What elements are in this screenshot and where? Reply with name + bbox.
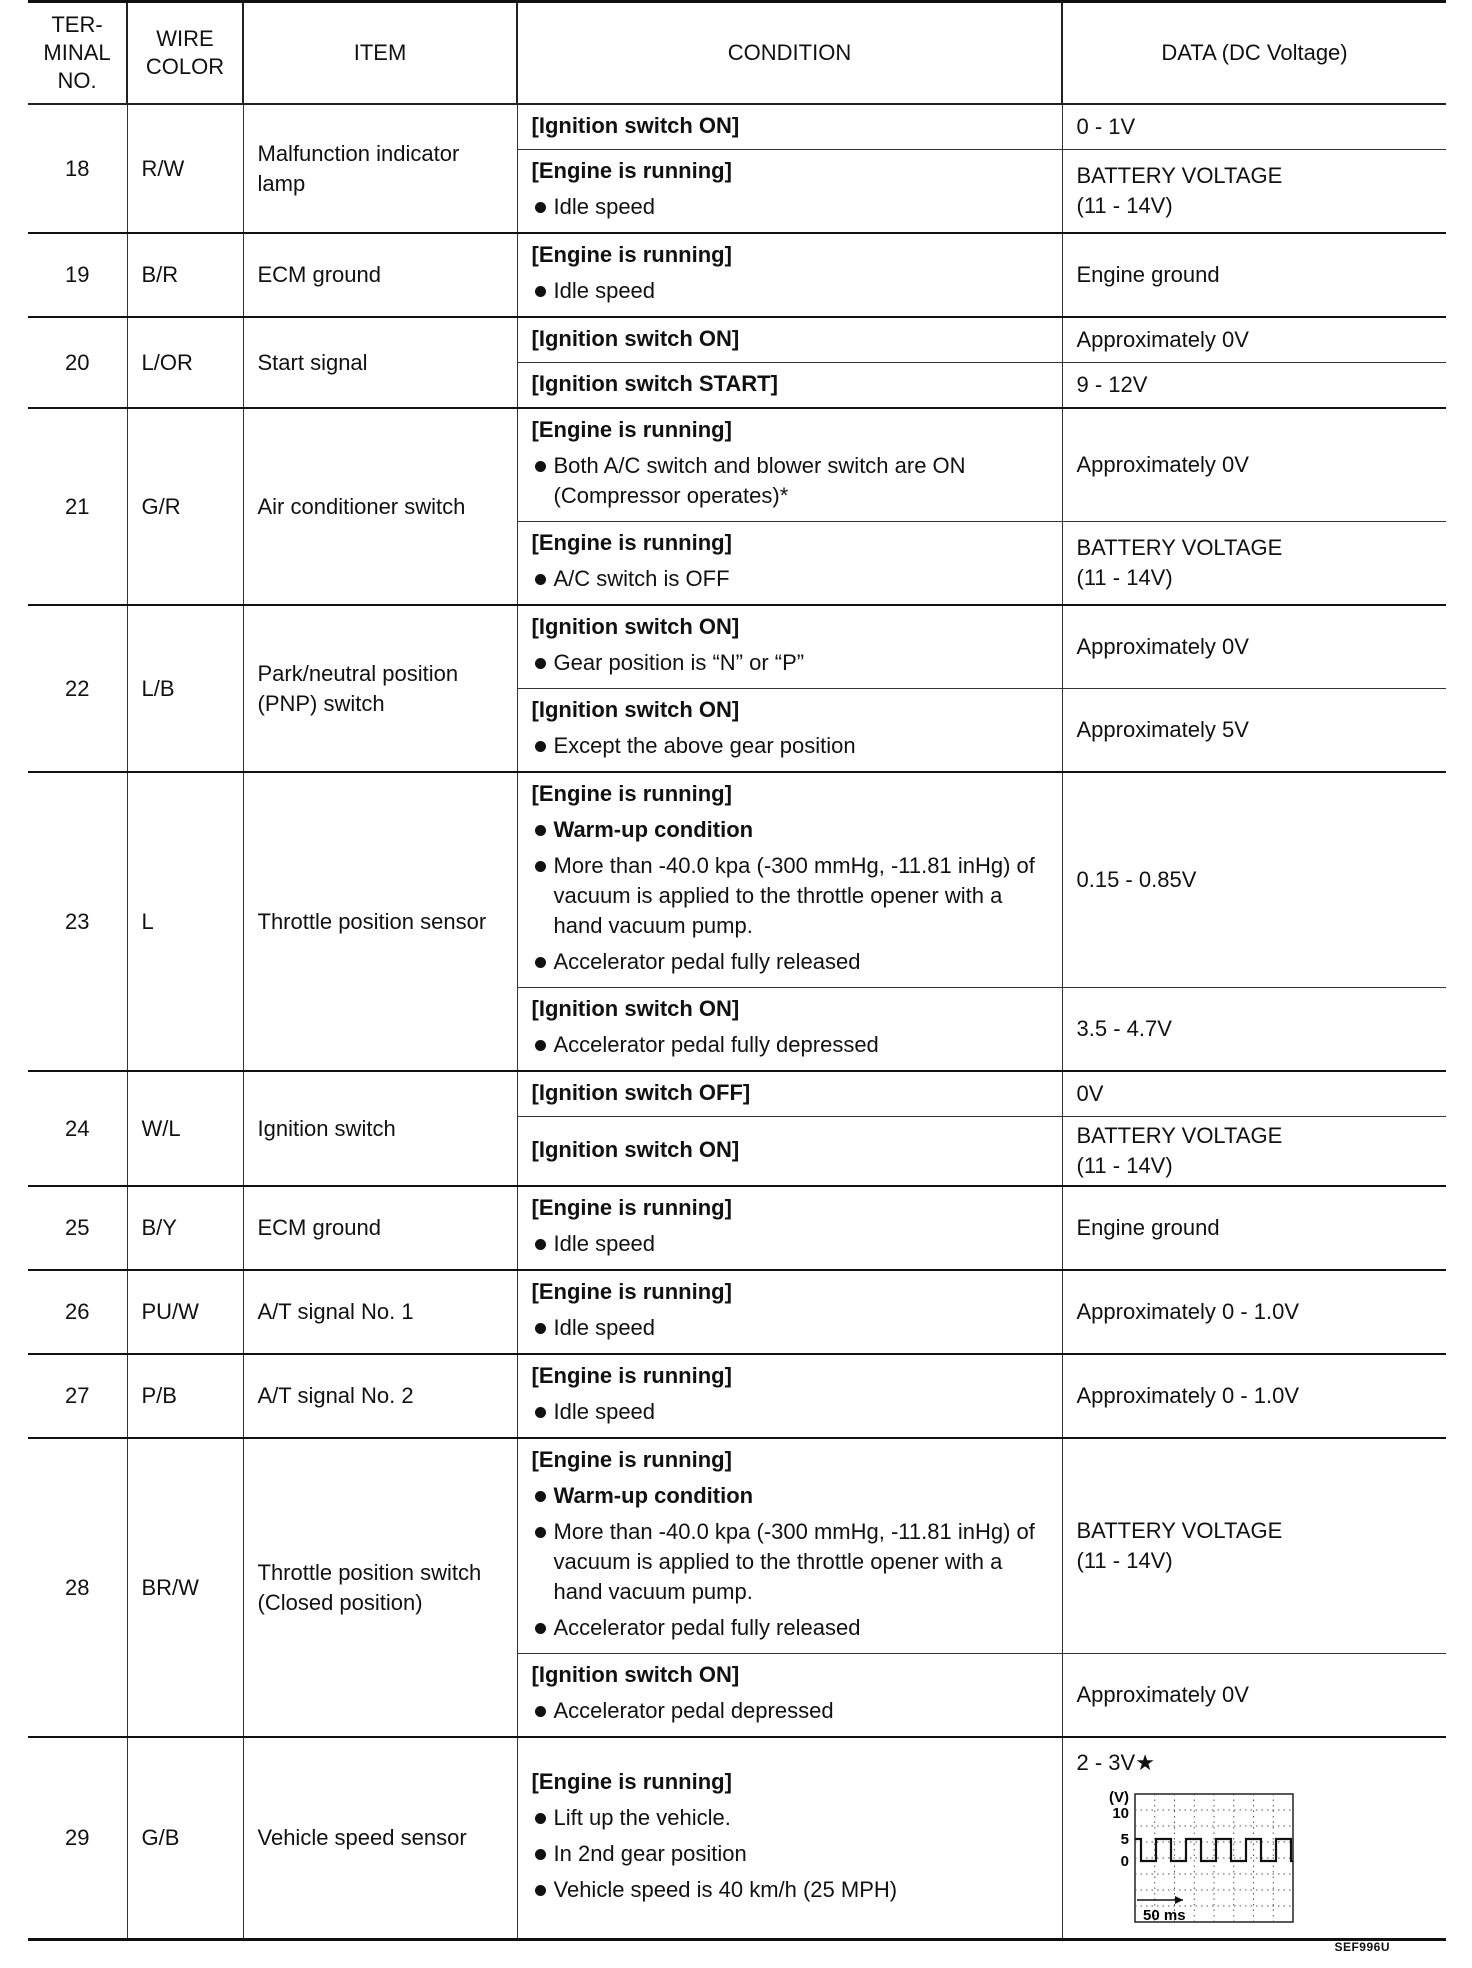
condition-heading: [Engine is running] [531, 530, 732, 555]
condition-cell [517, 522, 1062, 606]
condition-bullet-list [532, 1696, 1052, 1726]
data-voltage-cell [1062, 1186, 1446, 1270]
table-row [28, 1354, 1446, 1438]
oscilloscope-waveform [1085, 1784, 1305, 1934]
condition-bullet: Idle speed [532, 1397, 1052, 1427]
condition-bullet: More than -40.0 kpa (-300 mmHg, -11.81 inHg) of vacuum is applied to the throttle opener with a hand vacuum pump. [532, 851, 1052, 941]
wire-color: W/L [127, 1071, 243, 1186]
item-name: Ignition switch [243, 1071, 517, 1186]
wire-color: L/B [127, 605, 243, 772]
condition-bullet: More than -40.0 kpa (-300 mmHg, -11.81 inHg) of vacuum is applied to the throttle opener with a hand vacuum pump. [532, 1517, 1052, 1607]
item-name: ECM ground [243, 233, 517, 317]
terminal-number: 23 [28, 772, 127, 1071]
condition-heading: [Ignition switch ON] [531, 996, 740, 1021]
condition-bullet: Idle speed [532, 1313, 1052, 1343]
condition-bullet: Accelerator pedal depressed [532, 1696, 1052, 1726]
condition-bullet-list [532, 1229, 1052, 1259]
condition-heading: [Ignition switch ON] [531, 1662, 740, 1687]
data-voltage-cell [1062, 1438, 1446, 1654]
item-name: Air conditioner switch [243, 408, 517, 605]
header-data: DATA (DC Voltage) [1062, 2, 1446, 105]
condition-bullet: Warm-up condition [532, 1481, 1052, 1511]
data-voltage-value: 9 - 12V [1076, 372, 1148, 397]
data-voltage-cell [1062, 522, 1446, 606]
data-voltage-value: 3.5 - 4.7V [1076, 1016, 1172, 1041]
data-voltage-value: Approximately 0V [1076, 327, 1249, 352]
wire-color: G/R [127, 408, 243, 605]
wire-color: B/R [127, 233, 243, 317]
data-voltage-cell [1062, 104, 1446, 150]
table-row [28, 408, 1446, 522]
table-row [28, 1737, 1446, 1940]
condition-bullet: A/C switch is OFF [532, 564, 1052, 594]
data-voltage-cell [1062, 363, 1446, 409]
table-row [28, 317, 1446, 363]
data-voltage-value: 2 - 3V★ [1076, 1750, 1155, 1775]
condition-heading: [Engine is running] [531, 1363, 732, 1388]
data-voltage-cell [1062, 1270, 1446, 1354]
condition-heading: [Ignition switch ON] [531, 113, 740, 138]
condition-heading: [Engine is running] [531, 781, 732, 806]
condition-cell [517, 233, 1062, 317]
data-voltage-value: BATTERY VOLTAGE [1076, 1518, 1283, 1543]
data-voltage-cell [1062, 1071, 1446, 1117]
condition-bullet: Both A/C switch and blower switch are ON (Compressor operates)* [532, 451, 1052, 511]
item-name: A/T signal No. 1 [243, 1270, 517, 1354]
data-voltage-value: Approximately 0V [1076, 452, 1249, 477]
terminal-number: 29 [28, 1737, 127, 1940]
condition-cell [517, 1186, 1062, 1270]
condition-bullet-list [532, 731, 1052, 761]
condition-cell [517, 1071, 1062, 1117]
condition-heading: [Ignition switch ON] [531, 326, 740, 351]
table-row [28, 1438, 1446, 1654]
condition-bullet-list [532, 1313, 1052, 1343]
table-row [28, 1270, 1446, 1354]
data-voltage-value: (11 - 14V) [1076, 565, 1173, 590]
condition-heading: [Engine is running] [531, 1769, 732, 1794]
data-voltage-cell [1062, 317, 1446, 363]
item-name: Vehicle speed sensor [243, 1737, 517, 1940]
condition-cell [517, 988, 1062, 1072]
data-voltage-value: BATTERY VOLTAGE [1076, 163, 1283, 188]
condition-bullet: Idle speed [532, 192, 1052, 222]
data-voltage-value: (11 - 14V) [1076, 193, 1173, 218]
condition-bullet: Idle speed [532, 1229, 1052, 1259]
data-voltage-value: BATTERY VOLTAGE [1076, 535, 1283, 560]
wire-color: P/B [127, 1354, 243, 1438]
condition-bullet-list [532, 1803, 1052, 1905]
data-voltage-cell [1062, 1117, 1446, 1187]
condition-bullet: Idle speed [532, 276, 1052, 306]
item-name: Throttle position sensor [243, 772, 517, 1071]
data-voltage-value: 0.15 - 0.85V [1076, 867, 1197, 892]
wire-color: L [127, 772, 243, 1071]
terminal-number: 18 [28, 104, 127, 233]
table-row [28, 772, 1446, 988]
terminal-number: 28 [28, 1438, 127, 1737]
terminal-number: 27 [28, 1354, 127, 1438]
condition-heading: [Engine is running] [531, 417, 732, 442]
header-wire-color [127, 2, 243, 105]
data-voltage-cell [1062, 1737, 1446, 1940]
table-row [28, 1071, 1446, 1117]
data-voltage-value: Engine ground [1076, 262, 1220, 287]
condition-heading: [Ignition switch OFF] [531, 1080, 751, 1105]
condition-cell [517, 1737, 1062, 1940]
condition-bullet: Accelerator pedal fully released [532, 947, 1052, 977]
condition-cell [517, 1438, 1062, 1654]
table-body [28, 104, 1446, 1940]
condition-bullet: Lift up the vehicle. [532, 1803, 1052, 1833]
data-voltage-value: Approximately 0V [1076, 1682, 1249, 1707]
scope-y-tick-label: 10 [1111, 1805, 1129, 1822]
condition-cell [517, 1117, 1062, 1187]
condition-bullet: Accelerator pedal fully depressed [532, 1030, 1052, 1060]
terminal-data-sheet [28, 0, 1446, 1954]
header-terminal-label: TER- MINAL NO. [43, 12, 111, 93]
condition-bullet-list [532, 1030, 1052, 1060]
condition-cell [517, 1270, 1062, 1354]
condition-bullet-list [532, 451, 1052, 511]
item-name: Park/neutral position (PNP) switch [243, 605, 517, 772]
condition-cell [517, 408, 1062, 522]
condition-cell [517, 689, 1062, 773]
terminal-number: 19 [28, 233, 127, 317]
wire-color: BR/W [127, 1438, 243, 1737]
condition-bullet-list [532, 564, 1052, 594]
data-voltage-value: BATTERY VOLTAGE [1076, 1123, 1283, 1148]
condition-cell [517, 317, 1062, 363]
condition-bullet-list [532, 192, 1052, 222]
terminal-number: 22 [28, 605, 127, 772]
data-voltage-cell [1062, 605, 1446, 689]
condition-bullet: Warm-up condition [532, 815, 1052, 845]
data-voltage-value: Approximately 0 - 1.0V [1076, 1299, 1300, 1324]
table-row [28, 1186, 1446, 1270]
condition-heading: [Ignition switch START] [531, 371, 778, 396]
condition-heading: [Engine is running] [531, 242, 732, 267]
terminal-number: 26 [28, 1270, 127, 1354]
condition-heading: [Engine is running] [531, 158, 732, 183]
condition-bullet-list [532, 276, 1052, 306]
condition-cell [517, 1354, 1062, 1438]
condition-heading: [Ignition switch ON] [531, 614, 740, 639]
data-voltage-value: 0V [1076, 1081, 1104, 1106]
header-item: ITEM [243, 2, 517, 105]
wire-color: L/OR [127, 317, 243, 408]
condition-cell [517, 104, 1062, 150]
item-name: Start signal [243, 317, 517, 408]
data-voltage-cell [1062, 772, 1446, 988]
data-voltage-value: 0 - 1V [1076, 114, 1136, 139]
data-voltage-value: (11 - 14V) [1076, 1548, 1173, 1573]
data-voltage-value: (11 - 14V) [1076, 1153, 1173, 1178]
data-voltage-cell [1062, 689, 1446, 773]
condition-bullet: Vehicle speed is 40 km/h (25 MPH) [532, 1875, 1052, 1905]
condition-cell [517, 1654, 1062, 1738]
terminal-number: 21 [28, 408, 127, 605]
scope-time-arrowhead [1175, 1896, 1183, 1904]
condition-bullet-list [532, 1397, 1052, 1427]
item-name: Throttle position switch (Closed position) [243, 1438, 517, 1737]
terminal-number: 24 [28, 1071, 127, 1186]
wire-color: R/W [127, 104, 243, 233]
condition-heading: [Engine is running] [531, 1279, 732, 1304]
header-condition: CONDITION [517, 2, 1062, 105]
data-voltage-value: Approximately 0V [1076, 634, 1249, 659]
data-voltage-cell [1062, 150, 1446, 234]
wire-color: G/B [127, 1737, 243, 1940]
condition-bullet: Except the above gear position [532, 731, 1052, 761]
header-terminal-no [28, 2, 127, 105]
item-name: ECM ground [243, 1186, 517, 1270]
condition-bullet: Gear position is “N” or “P” [532, 648, 1052, 678]
data-voltage-cell [1062, 1654, 1446, 1738]
data-voltage-value: Engine ground [1076, 1215, 1220, 1240]
condition-heading: [Engine is running] [531, 1447, 732, 1472]
condition-cell [517, 772, 1062, 988]
condition-cell [517, 363, 1062, 409]
terminal-number: 25 [28, 1186, 127, 1270]
wire-color: PU/W [127, 1270, 243, 1354]
figure-id: SEF996U [1334, 1940, 1390, 1954]
scope-time-label: 50 ms [1142, 1907, 1186, 1924]
item-name: Malfunction indicator lamp [243, 104, 517, 233]
ecm-terminal-table [28, 0, 1446, 1941]
item-name: A/T signal No. 2 [243, 1354, 517, 1438]
condition-cell [517, 150, 1062, 234]
table-row [28, 233, 1446, 317]
terminal-number: 20 [28, 317, 127, 408]
data-voltage-cell [1062, 408, 1446, 522]
condition-bullet-list [532, 815, 1052, 977]
scope-frame [1135, 1794, 1293, 1922]
scope-y-tick-label: 5 [1120, 1831, 1129, 1848]
scope-unit-label: (V) [1108, 1789, 1129, 1806]
table-header-row [28, 2, 1446, 105]
condition-bullet: In 2nd gear position [532, 1839, 1052, 1869]
header-wire-label: WIRE COLOR [145, 26, 225, 79]
data-voltage-cell [1062, 233, 1446, 317]
condition-bullet-list [532, 648, 1052, 678]
condition-cell [517, 605, 1062, 689]
wire-color: B/Y [127, 1186, 243, 1270]
table-row [28, 104, 1446, 150]
data-voltage-value: Approximately 5V [1076, 717, 1249, 742]
data-voltage-value: Approximately 0 - 1.0V [1076, 1383, 1300, 1408]
data-voltage-cell [1062, 1354, 1446, 1438]
condition-heading: [Ignition switch ON] [531, 697, 740, 722]
data-voltage-cell [1062, 988, 1446, 1072]
scope-y-tick-label: 0 [1120, 1853, 1129, 1870]
table-row [28, 605, 1446, 689]
condition-bullet: Accelerator pedal fully released [532, 1613, 1052, 1643]
condition-heading: [Engine is running] [531, 1195, 732, 1220]
condition-heading: [Ignition switch ON] [531, 1137, 740, 1162]
condition-bullet-list [532, 1481, 1052, 1643]
